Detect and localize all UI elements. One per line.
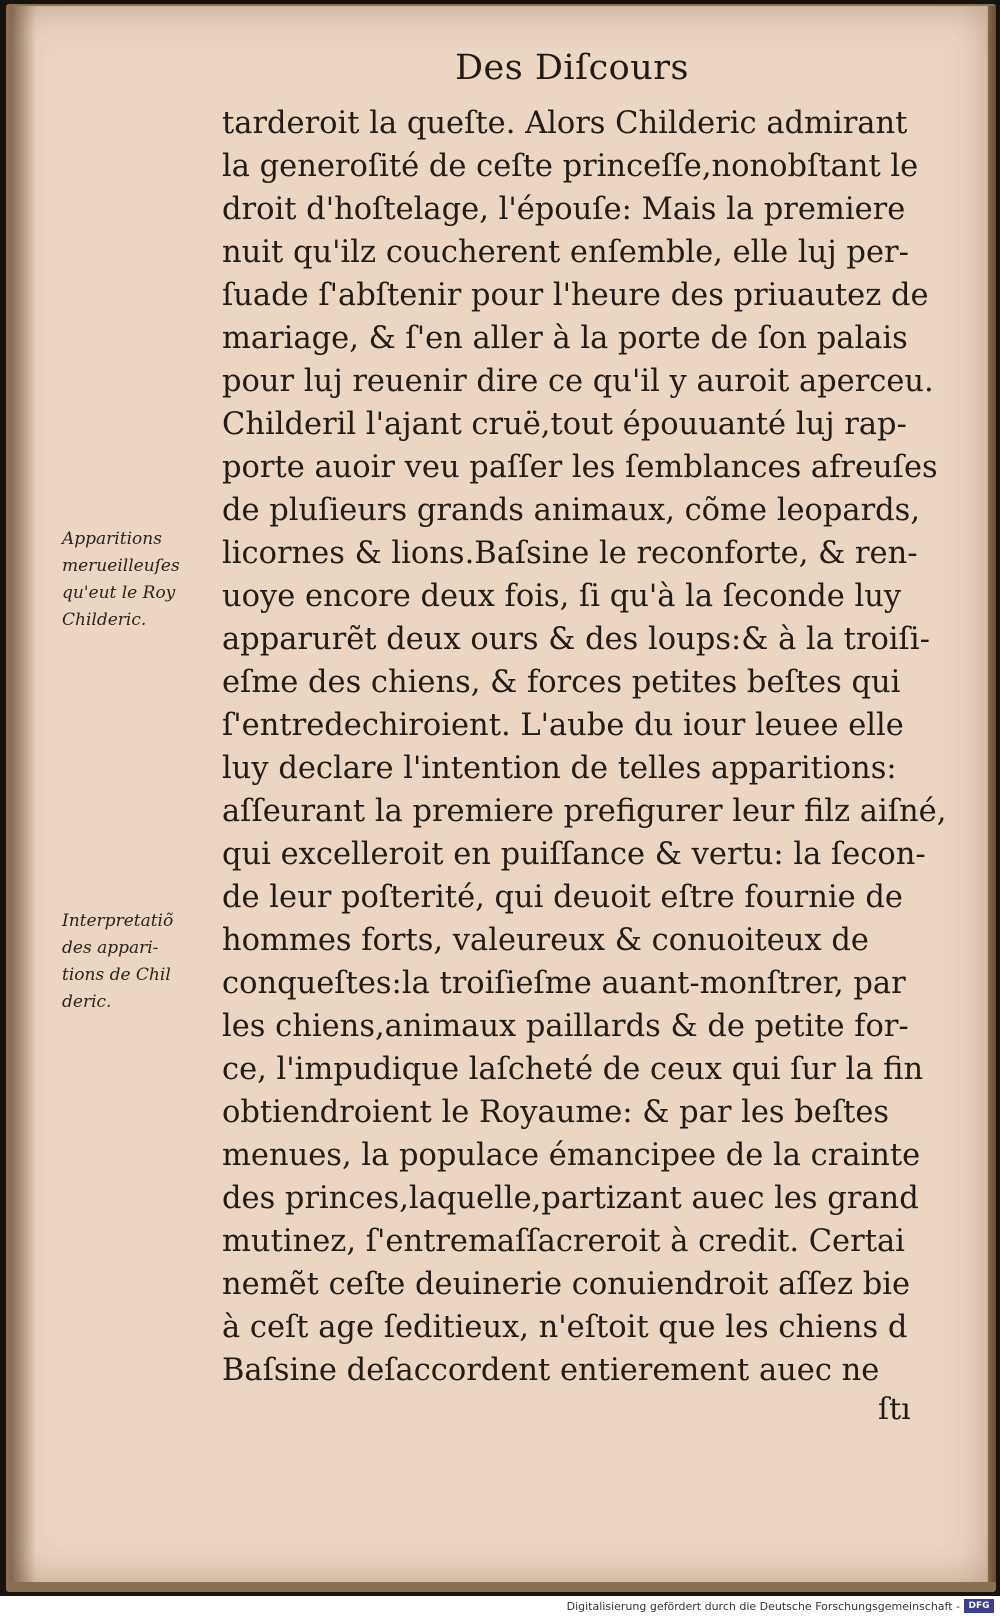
text-line: à ceſt age ſeditieux, n'eſtoit que les chiens d — [222, 1310, 908, 1345]
margin-note-line: tions de Chil — [62, 965, 171, 985]
margin-note-line: deric. — [62, 992, 112, 1012]
text-line: tarderoit la queſte. Alors Childeric admirant — [222, 106, 908, 141]
margin-note-line: Interpretatiõ — [62, 911, 174, 931]
body-text — [222, 102, 962, 1392]
text-line: menues, la populace émancipee de la crainte — [222, 1138, 921, 1173]
text-line: licornes & lions.Baſsine le reconforte, & ren- — [222, 536, 918, 571]
margin-note-line: qu'eut le Roy — [62, 583, 176, 603]
text-line: la generoſité de ceſte princeſſe,nonobſtant le — [222, 149, 919, 184]
text-line: conqueſtes:la troiſieſme auant-monſtrer, par — [222, 966, 906, 1001]
margin-note-interpretation — [62, 908, 222, 1016]
page-right-edge — [986, 6, 996, 1582]
text-line: qui excelleroit en puiſſance & vertu: la ſecon- — [222, 837, 926, 872]
margin-note-apparitions — [62, 526, 222, 634]
text-line: mariage, & ſ'en aller à la porte de ſon palais — [222, 321, 908, 356]
text-line: Childeril l'ajant cruë,tout épouuanté luj rap- — [222, 407, 907, 442]
text-line: pour luj reuenir dire ce qu'il y auroit aperceu. — [222, 364, 934, 399]
margin-note-line: Apparitions — [62, 529, 162, 549]
text-line: de leur poſterité, qui deuoit eſtre fournie de — [222, 880, 903, 915]
text-line: ſuade ſ'abſtenir pour l'heure des priuautez de — [222, 278, 929, 313]
text-line: hommes forts, valeureux & conuoiteux de — [222, 923, 869, 958]
text-line: Baſsine deſaccordent entierement auec ne — [222, 1353, 880, 1388]
funding-credit: Digitalisierung gefördert durch die Deutsche Forschungsgemeinschaft - — [566, 1600, 960, 1613]
text-line: mutinez, ſ'entremaſſacreroit à credit. Certai — [222, 1224, 905, 1259]
text-line: les chiens,animaux paillards & de petite for- — [222, 1009, 909, 1044]
text-line: obtiendroient le Royaume: & par les beſtes — [222, 1095, 890, 1130]
text-line: luy declare l'intention de telles apparitions: — [222, 751, 897, 786]
margin-note-line: Childeric. — [62, 610, 147, 630]
running-head: Des Diſcours — [455, 48, 689, 88]
page-gutter-shadow — [10, 6, 36, 1582]
text-line: ſ'entredechiroient. L'aube du iour leuee elle — [222, 708, 904, 743]
text-line: nemẽt ceſte deuinerie conuiendroit aſſez bie — [222, 1267, 911, 1302]
text-line: uoye encore deux fois, ſi qu'à la ſeconde luy — [222, 579, 902, 614]
text-line: droit d'hoſtelage, l'épouſe: Mais la premiere — [222, 192, 906, 227]
text-line: apparurẽt deux ours & des loups:& à la troiſi- — [222, 622, 930, 657]
margin-note-line: des appari- — [62, 938, 159, 958]
text-line: des princes,laquelle,partizant auec les grand — [222, 1181, 919, 1216]
margin-note-line: merueilleuſes — [62, 556, 180, 576]
footer-bar — [0, 1596, 1000, 1619]
text-line: de pluſieurs grands animaux, cõme leopards, — [222, 493, 921, 528]
text-line: eſme des chiens, & forces petites beſtes qui — [222, 665, 901, 700]
text-line: aſſeurant la premiere prefigurer leur filz aiſné, — [222, 794, 947, 829]
text-line: nuit qu'ilz coucherent enſemble, elle luj per- — [222, 235, 909, 270]
catchword: ſtı — [878, 1392, 911, 1427]
text-line: porte auoir veu paſſer les ſemblances afreuſes — [222, 450, 938, 485]
text-line: ce, l'impudique laſcheté de ceux qui ſur la fin — [222, 1052, 924, 1087]
dfg-logo: DFG — [964, 1599, 994, 1613]
